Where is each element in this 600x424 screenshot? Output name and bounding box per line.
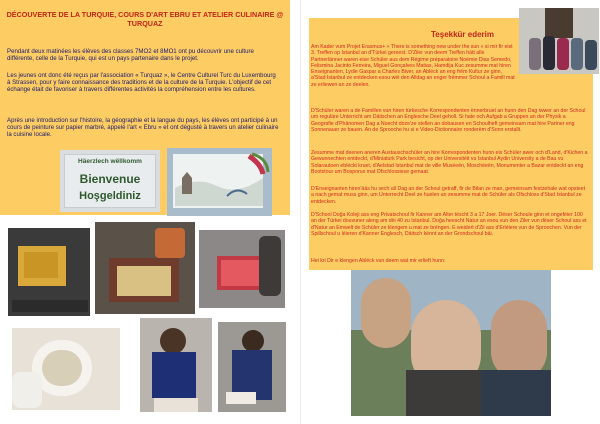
left-paragraph-3: Après une introduction sur l'histoire, la géographie et la langue du pays, les élèves ont participé à un cours de peinture sur papier marbré, appelé l'art « Ebru » et ont dégusté à travers un atelier culinaire la cuisine locale. (7, 117, 279, 139)
left-article-title: DÉCOUVERTE DE LA TURQUIE, COURS D'ART EBRU ET ATELIER CULINAIRE @ TURQUAZ (6, 10, 284, 28)
welcome-sign-text-lb: Häerzlech wëllkomm (78, 158, 142, 165)
right-paragraph-1: Am Kader vum Projet Erasmus+ « There is something new under the sun » si mir fir eist 3. Treffen op Istanbul an d'Türkei gereest. D'Ziler vun deem Treffen hätt alle Partnerlänner waren eise Schüler aus dem Régime préparatoire Noémie Dias Semedo, Felismina Jacinto Ferreira, Miguel Gonçalves Matias, Hamdija Kuc zesumme mat hiren Enseignanten, Lydie Gaspar a Charles Biver, an Abléck an eng frëm Kultur ze ginn, a'Stad Istanbul ze entdecken esou wéi den Alldag an enger frëmmer Schoul a Famill mat ze erliewen an ze deelen. (311, 44, 515, 88)
right-article-title: Teşekkür ederim (431, 30, 494, 39)
right-paragraph-6: Hei kri Dir e klengen Abléck vun deem wat mir erlieft hunn: (311, 258, 446, 264)
group-statue-photo (519, 8, 599, 74)
ebru-marbled-paper-photo (167, 148, 272, 216)
left-paragraph-1: Pendant deux matinées les élèves des classes 7MO2 et 8MO1 ont pu découvrir une culture différente, celle de la Turquie, qui est un pays partenaire dans le projet. (7, 48, 254, 63)
student-with-painting-photo (199, 230, 285, 308)
left-paragraph-2: Les jeunes ont donc été reçus par l'association « Turquaz », le Centre Culturel Turc du Luxembourg à Strassen, pour y faire connaissance des traditions et de la culture de la Turquie. L'objectif de cet échange était de favoriser à travers différentes activités la compréhension entre les cultures. (7, 72, 276, 94)
ebru-tray-photo (8, 228, 90, 316)
students-kitchen-photo (218, 322, 286, 412)
welcome-sign-photo (60, 150, 160, 212)
student-cooking-photo (140, 318, 212, 412)
marbling-hands-photo (95, 222, 195, 314)
right-page (300, 0, 600, 424)
ebru-painting-illustration (167, 148, 272, 216)
welcome-sign-text-fr: Bienvenue (79, 172, 141, 186)
cooking-hands-photo (12, 328, 120, 410)
welcome-sign-text-tr: Hoşgeldiniz (79, 190, 141, 202)
right-paragraph-3: Zesumme mat deenen aneren Austauschschüler an hire Korrespondenten hunn eis Schüler awer och d'Land, d'Kichen a Gewunnechten entdeckt, d'Miniaturk Park besicht, op der Universitéit vu Istanbul Aydin University a de Bau vu Solarautoen ebléckt kruet, d'Aelstad Istanbul mat de ville Muséeën, Moschéeën, Monumenter a Bazar entdeckt an eng Bootstour um Bosporus mat Ofschlossiese gemaat. (311, 150, 588, 175)
right-paragraph-5: D'School Doğa Koleji ass eng Privatschoul fir Kanner am Alter tëscht 3 a 17 Joer. Dëser Schoule ginn et ongeféier 100 an der Türkei douvuner aleng am dëi 40 zu Istanbul. Doğa heescht Natur an esou vun den Ziler vun dëser Schoul ass et d'Natur an Emwelt de Schüler ze klengem u mat ze bréngen. E weidert d'Zil ass d'Erléiere vun de Sproochen. Vun der Spillschoul u léieren d'Kanner Englesch, Däitsch kënnt an der Grondschoul bäi. (311, 212, 587, 237)
group-selfie-photo (351, 270, 551, 416)
right-paragraph-4: D'Enseignanten hiren'ääs hu sech all Dag an der Schoul getraff, fir de Bilan ze man, gemeinsam festzehale wat opsteet a nach gemat muss ginn, um Unterrecht Deel ze huelen an zesumme mat de Schüler als Ofschloss d'Stad Istanbul ze entdecken. (311, 186, 586, 205)
right-paragraph-2: D'Schüler waren a de Famillen vun hiren türkesche Korrespondenten ënnerbruet an hunn den Dag iwwer an der Schoul um reguläre Unterricht am Däitschen an Englesche Deel geholl. Si hate och Aufgab a Gruppen an der Physik a Geografie d'Phänomen Dag a Nuecht doze'ze stellen an dobausen en Schoulheft gemeinsam mat hire Partner eng Sonnenauer ze bauen. An de Sprooche hu si e Video-Dictionnaire ronderëm d'Sonn erstallt. (311, 108, 586, 133)
